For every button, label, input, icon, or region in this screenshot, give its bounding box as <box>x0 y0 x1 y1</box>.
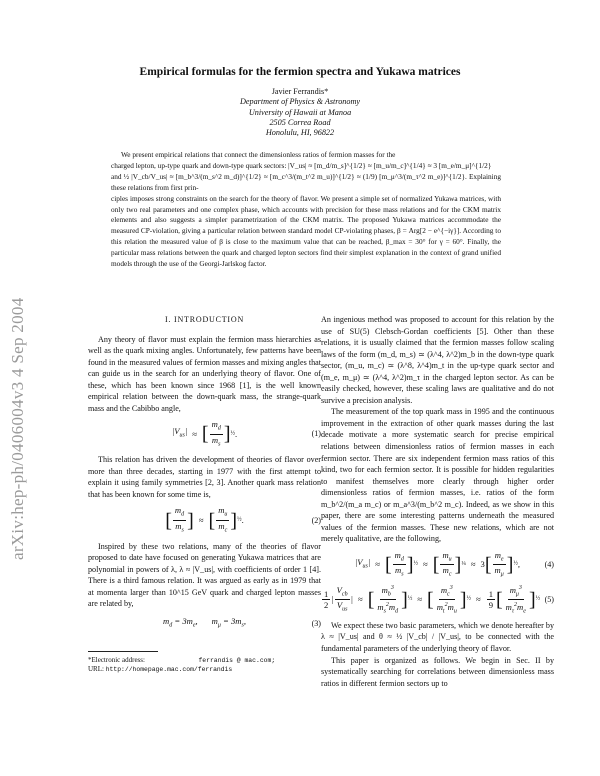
abstract-line-3: and ½ |V_cb/V_us| ≈ [m_b^3/(m_s^2 m_d)]^{1/2} ≈ [m_c^3/(m_t^2 m_u)]^{1/2} ≈ (1/9) [m_μ^3/(m_τ^2 m_e)]^{1/2}. Explaining these relations from first prin- <box>111 171 501 192</box>
equation-2-number: (2) <box>311 515 321 525</box>
footnote-url-link[interactable]: http://homepage.mac.com/ferrandis <box>105 666 233 674</box>
equation-2: [ $\frac{m_d}{m_s}$ ] ≈ [ $\frac{m_u}{m_c}$ ] ½ . (2) <box>165 505 321 534</box>
equation-5-number: (5) <box>544 595 554 605</box>
equation-4: $|V_{us}|$ ≈ [ $\frac{m_d}{m_s}$ ] ½ ≈ [ $\frac{m_u}{m_c}$ ] ¼ ≈ 3 [ $\frac{m_e}{m_\mu}$ ] ½ , (4) <box>354 549 554 579</box>
right-paragraph-2: The measurement of the top quark mass in 1995 and the continuous improvement in the extraction of other quark masses during the last decade motivate a more systematic search for precise empirical relations between dimensionless ratios of fermion masses in each fermion sector. There are six independent fermion mass ratios of this kind, two for each fermion sector. It is possible for hidden regularities to manifest themselves more clearly through higher order dimensionless ratios of fermion masses, i.e. ratios of the form m_b^2/(m_a m_c) or m_a^3/(m_b^2 m_c). Indeed, as we show in this paper, there are some interesting patterns underneath the measured values of the fermion masses. These new relations, which are not merely qualitative, are the following, <box>321 407 554 544</box>
equation-5: $\frac{1}{2}$ | $\frac{V_{cb}}{V_{us}}$ | ≈ [ $\frac{m_b^3}{m_s^2m_d}$ ] ½ ≈ [ $\frac{m_c^3}{m_t^2m_u}$ ] ½ ≈ $\frac{1}{9}$ [ $\frac{m_\mu^3}{m_\tau^2m_e}$ ] ½ (5) <box>324 584 554 616</box>
abstract-body: ciples imposes strong constraints on the search for the theory of flavor. We present a simple set of normalized Yukawa matrices, with only two real parameters and one complex phase, which accounts with precision for these mass relations and for the CKM matrix elements and also suggests a simpler parametrization of the CKM matrix. The proposed Yukawa matrices accommodate the measured CP-violation, giving a particular relation between standard model CP-violating phases, β = Arg[2 − e^{−iγ}]. According to this relation the measured value of β is close to the maximum value that can be reached, β_max = 30° for γ = 60°. Finally, the particular mass relations between the quark and charged lepton sectors find their simplest explanation in the context of grand unified models through the use of the Georgi-Jarlskog factor. <box>111 193 501 269</box>
right-column <box>321 314 554 689</box>
right-paragraph-4: This paper is organized as follows. We begin in Sec. II by systematically searching for correlations between dimensionless mass ratios in different fermion sectors up to <box>321 655 554 688</box>
section-heading-introduction: I. INTRODUCTION <box>164 315 245 324</box>
intro-paragraph-1: Any theory of flavor must explain the fermion mass hierarchies as well as the quark mixing angles. Unfortunately, few patterns have been found in the measured values of fermion masses and mixing angles that can guide us in the search for an underlying theory of flavor. One of these, which has been known since 1968 [1], is the well known empirical relation between the down-quark mass, the strange-quark mass and the Cabibbo angle, <box>88 334 321 413</box>
equation-4-number: (4) <box>544 560 554 570</box>
equation-1: $|V_{us}|$ ≈ [ $\frac{m_d}{m_s}$ ] ½ . (1) <box>171 419 321 448</box>
right-paragraph-3: We expect these two basic parameters, which we denote hereafter by λ ≈ |V_us| and θ ≈ ½ |V_cb| / |V_us|, to be connected with the fundamental parameters of the underlying theory of flavor. <box>321 620 554 654</box>
intro-paragraph-3: Inspired by these two relations, many of the theories of flavor proposed to date have focused on generating Yukawa matrices that are polynomial in powers of λ, λ ≈ |V_us|, with coefficients of order 1 [4]. There is a third famous relation. It was argued as early as in 1979 that at momenta larger than 10^15 GeV quark and charged lepton masses are related by, <box>88 541 321 609</box>
right-paragraph-1: An ingenious method was proposed to account for this relation by the use of SU(5) Clebsch-Gordan coefficients [5]. Other than these relations, it is usually claimed that the fermion masses follow scaling laws of the form (m_d, m_s) ≃ (λ^4, λ^2)m_b in the down-type quark sector, (m_u, m_c) ≃ (λ^8, λ^4)m_t in the up-type quark sector and (m_e, m_μ) ≃ (λ^4, λ^2)m_τ in the charged lepton sector. As can be easily checked, however, these scaling laws are qualitative and do not survive a precision analysis. <box>321 315 554 405</box>
intro-paragraph-2: This relation has driven the development of theories of flavor over more than three decades, starting in 1977 with the first attempt to explain it using family symmetries [2, 3]. Another quark mass relation that has been known for some time is, <box>88 455 321 500</box>
affiliation-dept: Department of Physics & Astronomy <box>239 97 361 107</box>
affiliation-university: University of Hawaii at Manoa <box>248 107 352 117</box>
equation-3: $m_d = 3m_e$, $m_\mu = 3m_s$, (3) <box>163 615 321 629</box>
left-column <box>88 314 321 675</box>
abstract-line-1: We present empirical relations that connect the dimensionless ratios of fermion masses for the <box>121 150 396 159</box>
paper-title: Empirical formulas for the fermion spectra and Yukawa matrices <box>139 66 461 78</box>
affiliation-street: 2505 Correa Road <box>269 117 331 127</box>
affiliation-city: Honolulu, HI, 96822 <box>265 128 335 138</box>
equation-1-number: (1) <box>311 429 321 439</box>
abstract <box>111 150 501 270</box>
equation-3-number: (3) <box>311 619 321 629</box>
author-name: Javier Ferrandis* <box>271 87 329 96</box>
arxiv-identifier: arXiv:hep-ph/0406004v3 4 Sep 2004 <box>8 297 27 560</box>
footnote-url-label: URL: <box>88 665 104 674</box>
footnote <box>88 656 321 675</box>
footnote-label: *Electronic address: <box>88 655 145 664</box>
footnote-email[interactable]: ferrandis @ mac.com; <box>198 656 276 664</box>
author-block <box>0 87 600 138</box>
abstract-line-2: charged lepton, up-type quark and down-type quark sectors: |V_us| ≈ [m_d/m_s]^{1/2} ≈ [m_u/m_c]^{1/4} ≈ 3 [m_e/m_μ]^{1/2} <box>111 160 492 170</box>
footnote-rule <box>88 651 158 652</box>
